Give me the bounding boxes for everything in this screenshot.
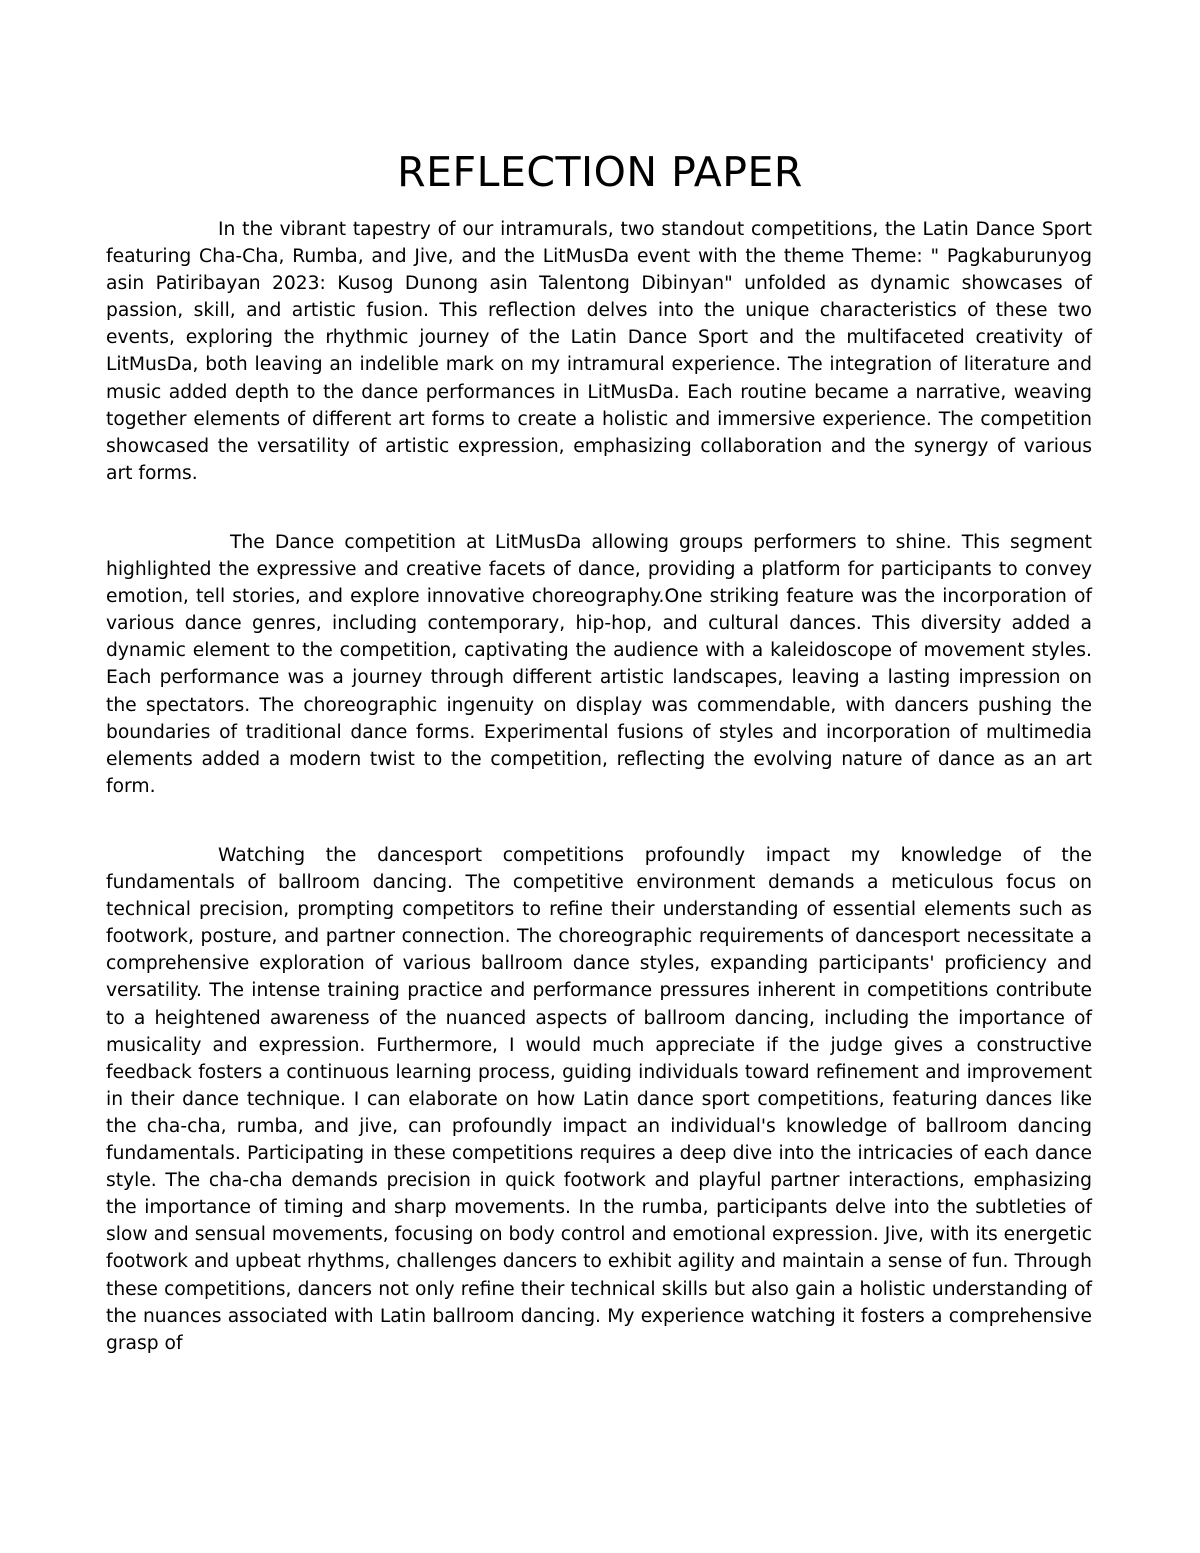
paragraph-block-2 (106, 529, 1092, 800)
paragraph-block-1 (106, 216, 1092, 487)
paragraph-block-3 (106, 842, 1092, 1357)
body-paragraph: In the vibrant tapestry of our intramurals, two standout competitions, the Latin Dance Sport featuring Cha-Cha, Rumba, and Jive, and the LitMusDa event with the theme Theme: " Pagkaburunyog asin Patiribayan 2023: Kusog Dunong asin Talentong Dibinyan" unfolded as dynamic showcases of passion, skill, and artistic fusion. This reflection delves into the unique characteristics of these two events, exploring the rhythmic journey of the Latin Dance Sport and the multifaceted creativity of LitMusDa, both leaving an indelible mark on my intramural experience. The integration of literature and music added depth to the dance performances in LitMusDa. Each routine became a narrative, weaving together elements of different art forms to create a holistic and immersive experience. The competition showcased the versatility of artistic expression, emphasizing collaboration and the synergy of various art forms. (106, 219, 1092, 484)
page-title: REFLECTION PAPER (397, 148, 803, 196)
body-paragraph: Watching the dancesport competitions profoundly impact my knowledge of the fundamentals of ballroom dancing. The competitive environment demands a meticulous focus on technical precision, prompting competitors to refine their understanding of essential elements such as footwork, posture, and partner connection. The choreographic requirements of dancesport necessitate a comprehensive exploration of various ballroom dance styles, expanding participants' proficiency and versatility. The intense training practice and performance pressures inherent in competitions contribute to a heightened awareness of the nuanced aspects of ballroom dancing, including the importance of musicality and expression. Furthermore, I would much appreciate if the judge gives a constructive feedback fosters a continuous learning process, guiding individuals toward refinement and improvement in their dance technique. I can elaborate on how Latin dance sport competitions, featuring dances like the cha-cha, rumba, and jive, can profoundly impact an individual's knowledge of ballroom dancing fundamentals. Participating in these competitions requires a deep dive into the intricacies of each dance style. The cha-cha demands precision in quick footwork and playful partner interactions, emphasizing the importance of timing and sharp movements. In the rumba, participants delve into the subtleties of slow and sensual movements, focusing on body control and emotional expression. Jive, with its energetic footwork and upbeat rhythms, challenges dancers to exhibit agility and maintain a sense of fun. Through these competitions, dancers not only refine their technical skills but also gain a holistic understanding of the nuances associated with Latin ballroom dancing. My experience watching it fosters a comprehensive grasp of (106, 845, 1092, 1354)
body-paragraph: The Dance competition at LitMusDa allowing groups performers to shine. This segment highlighted the expressive and creative facets of dance, providing a platform for participants to convey emotion, tell stories, and explore innovative choreography.One striking feature was the incorporation of various dance genres, including contemporary, hip-hop, and cultural dances. This diversity added a dynamic element to the competition, captivating the audience with a kaleidoscope of movement styles. Each performance was a journey through different artistic landscapes, leaving a lasting impression on the spectators. The choreographic ingenuity on display was commendable, with dancers pushing the boundaries of traditional dance forms. Experimental fusions of styles and incorporation of multimedia elements added a modern twist to the competition, reflecting the evolving nature of dance as an art form. (106, 532, 1092, 797)
